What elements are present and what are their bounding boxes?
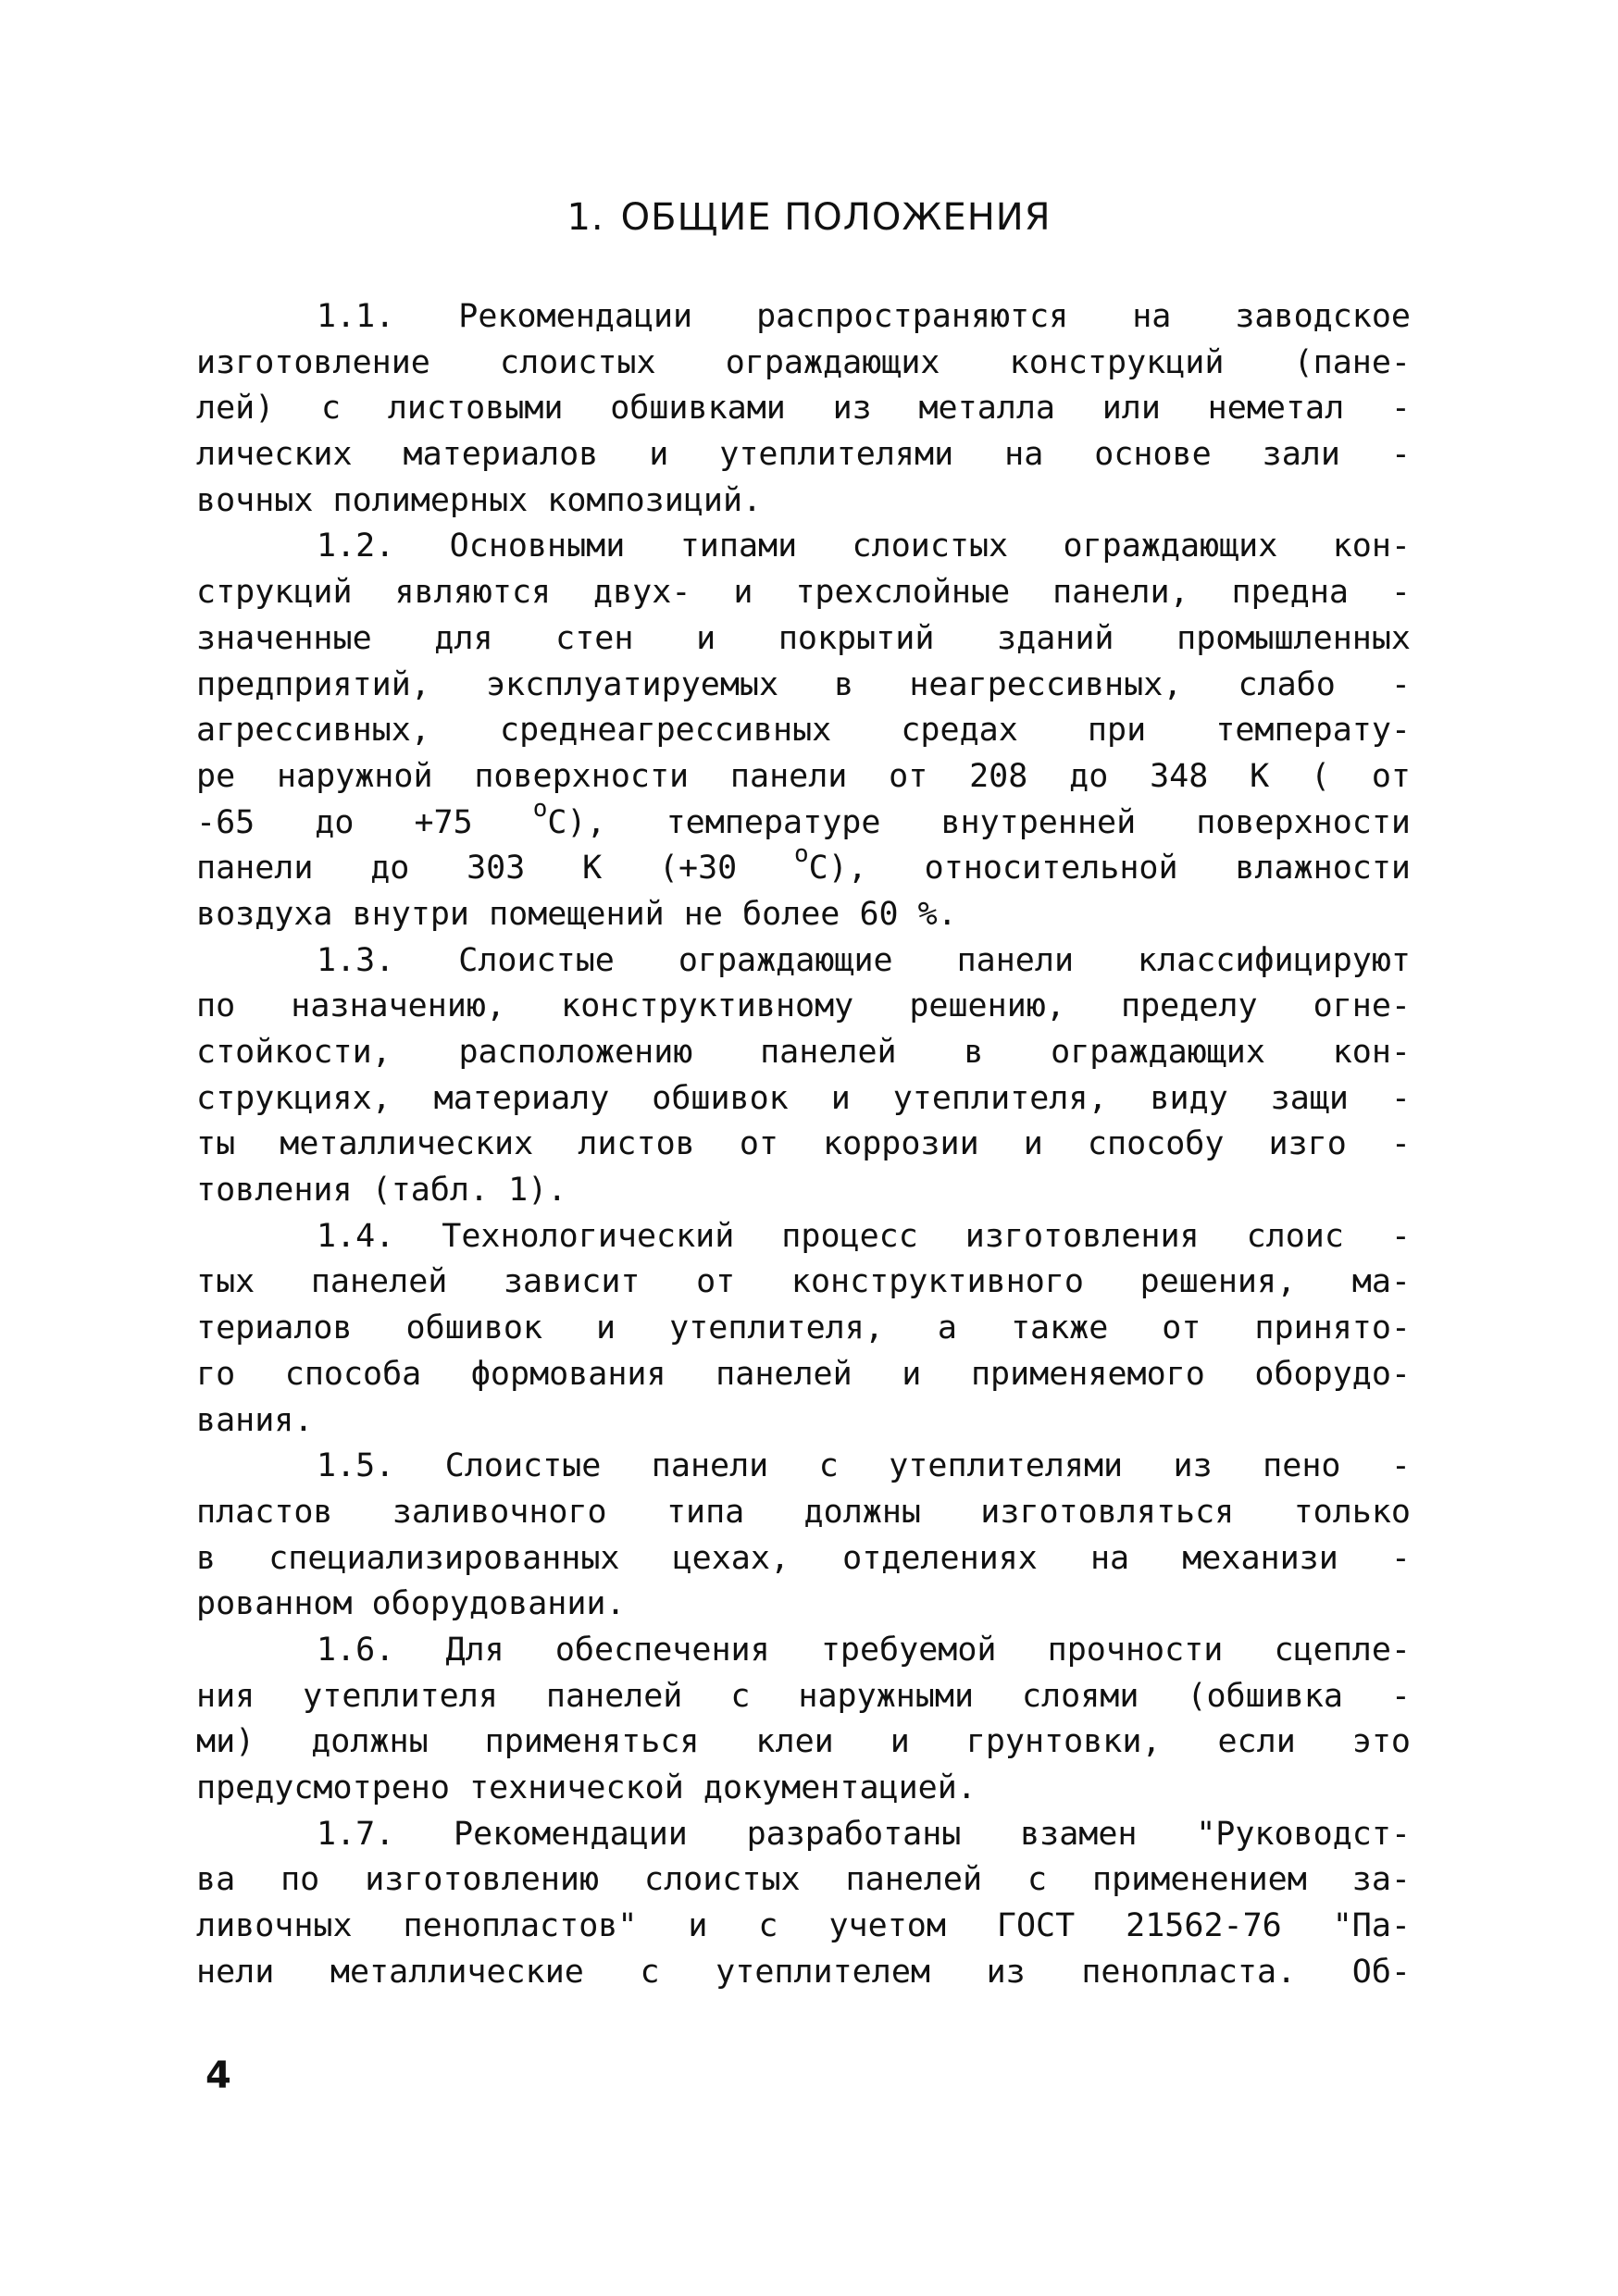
text-line: предприятий, эксплуатируемых в неагрессивных, слабо - [196, 665, 1411, 703]
text-line: воздуха внутри помещений не более 60 %. [196, 895, 957, 933]
text-line: вания. [196, 1401, 314, 1439]
text-line: нели металлические с утеплителем из пенопласта. Об- [196, 1953, 1411, 1991]
text-line: в специализированных цехах, отделениях на механизи - [196, 1539, 1411, 1577]
section-number: 1. [566, 196, 604, 239]
text-line: 1.1. Рекомендации распространяются на заводское [317, 298, 1411, 335]
text-line: ты металлических листов от коррозии и способу изго - [196, 1125, 1411, 1163]
text-line: рованном оборудовании. [196, 1585, 626, 1623]
degree-sign: о [794, 840, 809, 869]
text-line: 1.2. Основными типами слоистых ограждающих кон- [317, 527, 1411, 565]
text-line: териалов обшивок и утеплителя, а также от принято- [196, 1309, 1411, 1347]
text-line: 1.3. Слоистые ограждающие панели классифицируют [317, 941, 1411, 979]
text-line: го способа формования панелей и применяемого оборудо- [196, 1355, 1411, 1393]
text-line: ва по изготовлению слоистых панелей с применением за- [196, 1861, 1411, 1899]
text-line: агрессивных, среднеагрессивных средах при температу- [196, 712, 1411, 750]
text-line: ливочных пенопластов" и с учетом ГОСТ 21562-76 "Па- [196, 1907, 1411, 1945]
text-line: по назначению, конструктивному решению, пределу огне- [196, 987, 1411, 1025]
text-line: вочных полимерных композиций. [196, 481, 763, 519]
text-line: стойкости, расположению панелей в ограждающих кон- [196, 1034, 1411, 1071]
text-line: лей) с листовыми обшивками из металла или неметал - [196, 390, 1411, 428]
text-line: ния утеплителя панелей с наружными слоями (обшивка - [196, 1677, 1411, 1715]
text-line: лических материалов и утеплителями на основе зали - [196, 436, 1411, 474]
text-line: тых панелей зависит от конструктивного решения, ма- [196, 1263, 1411, 1301]
text-line: предусмотрено технической документацией. [196, 1769, 977, 1806]
text-line: струкциях, материалу обшивок и утеплителя, виду защи - [196, 1079, 1411, 1117]
text-line: 1.6. Для обеспечения требуемой прочности сцепле- [317, 1631, 1411, 1669]
page-number: 4 [205, 2054, 231, 2097]
text-line: пластов заливочного типа должны изготовляться только [196, 1493, 1411, 1531]
text-line: панели до 303 К (+30 $^о$С), относительной влажности [196, 840, 1411, 887]
text-line: 1.4. Технологический процесс изготовления слоис - [317, 1217, 1411, 1255]
text-line: значенные для стен и покрытий зданий промышленных [196, 619, 1411, 657]
text-line: 1.7. Рекомендации разработаны взамен "Руководст- [317, 1815, 1411, 1853]
section-heading [0, 196, 1618, 239]
section-title: ОБЩИЕ ПОЛОЖЕНИЯ [620, 196, 1052, 239]
text-line: ре наружной поверхности панели от 208 до 348 К ( от [196, 757, 1411, 795]
text-line: -65 до +75 $^о$С), температуре внутренней поверхности [196, 794, 1411, 841]
text-line: изготовление слоистых ограждающих конструкций (пане- [196, 343, 1411, 381]
body-text [196, 294, 1411, 1995]
text-line: ми) должны применяться клеи и грунтовки, если это [196, 1723, 1411, 1761]
text-line: товления (табл. 1). [196, 1172, 567, 1210]
degree-sign: о [532, 794, 548, 823]
text-line: 1.5. Слоистые панели с утеплителями из пено - [317, 1447, 1411, 1485]
text-line: струкций являются двух- и трехслойные панели, предна - [196, 574, 1411, 612]
